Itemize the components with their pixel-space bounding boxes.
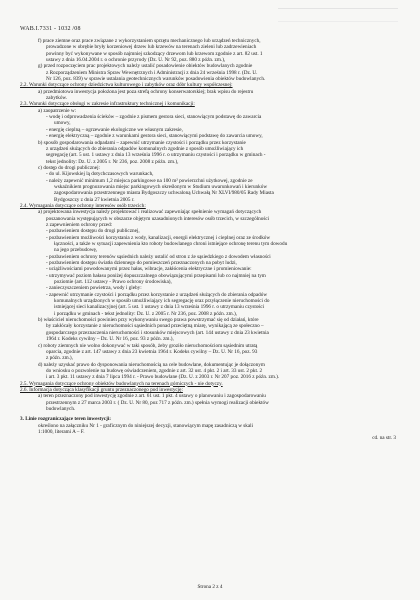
text-line: by zakłócały korzystanie z nieruchomości sąsiednich ponad przeciętną miarę, wynikającą ze społeczno – [46, 323, 264, 330]
faded-stamp [278, 8, 398, 22]
text-line: przestrzennym z 27 marca 2003 r. ( Dz. U. Nr 80, poz 717 z późn. zm.) spełnia wymogi realizacji obiektów [46, 399, 269, 406]
text-line: b) sposób gospodarowania odpadami – zapewnić utrzymanie czystości i porządku przez korzystanie [38, 139, 246, 146]
text-line: i art. 3 pkt. 11 ustawy z dnia 7 lipca 1994 r. - Prawo budowlane (Dz. U. z 2003 r. Nr 207 poz. 2016 z późn. zm.). [46, 374, 280, 381]
text-line: - pozbawieniem dostępu światła dziennego do pomieszczeń przeznaczonych na pobyt ludzi, [46, 260, 237, 267]
text-line: określono na załączniku Nr 1 - graficznym do niniejszej decyzji, stanowiącym mapę zasadniczą w skali [38, 422, 254, 429]
text-line: oparcia, zgodnie z art. 147 ustawy z dnia 23 kwietnia 1964 r. Kodeks cywilny – Dz. U. Nr 16, poz. 93 [46, 348, 258, 355]
document-body [20, 38, 406, 435]
document-reference: WAB.I.7331 - 1032 /08 [20, 26, 81, 32]
text-line: - energię elektryczną – zgodnie z warunkami gestora sieci, stanowiącymi podstawę do zawarcia umowy, [46, 133, 263, 140]
text-line: a) przedmiotowa inwestycja położona jest poza strefą ochrony konserwatorskiej; brak wpisu do rejestru [38, 88, 254, 95]
text-line: b) właściciel nieruchomości powinien przy wykonywaniu swego prawa powstrzymać się od działań, które [38, 317, 259, 324]
text-line: - wodę i odprowadzenia ścieków – zgodnie z pismem gestora sieci, stanowiącym podstawę do zawarcia [46, 114, 262, 121]
text-line: do wniosku o pozwolenie na budowę oświadczeniem, zgodnie z art. 32 ust. 4 pkt. 2 i art. 33 ust. 2 pkt. 2 [46, 367, 263, 374]
text-line: z późn. zm.), [46, 355, 73, 362]
text-line: zagospodarowania przestrzennego miasta Bydgoszczy uchwaloną Uchwałą Nr XLVI/980/05 Rady Miasta [54, 190, 274, 197]
text-line: - należy zapewnić minimum 1,2 miejsca parkingowe na 100 m² powierzchni użytkowej, zgodnie ze [46, 177, 253, 184]
text-line: 2.5. Wymagania dotyczące ochrony obiektów budowlanych na terenach górniczych - nie dotyczy. [20, 380, 223, 387]
text-line: z Rozporządzeniem Ministra Spraw Wewnętrznych i Administracji z dnia 24 września 1998 r. (Dz. U. [46, 69, 258, 76]
text-line: 3. Linie rozgraniczające teren inwestycji: [20, 416, 111, 423]
text-line: - pozbawieniem możliwości korzystania z wody, kanalizacji, energii elektrycznej i cieplnej oraz ze środków [46, 234, 271, 241]
text-line: łączności, a także w sytuacji zapewnienia kto roboty budowlanego chroni istniejące ochronę terenu tym dowodu [54, 241, 288, 247]
text-line: istniejącej sieci kanalizacyjnej (art. 5 ust. 1 ustawy z dnia 13 września 1996 r. o utrzymaniu czystości [54, 304, 265, 311]
text-line: 1964 r. Kodeks cywilny – Dz. U. Nr 16, poz. 93 z późn. zm.), [46, 336, 174, 343]
text-line: poziomie (art. 112 ustawy - Prawo ochrony środowiska), [54, 279, 172, 286]
text-line: 2.4. Wymagania dotyczące ochrony interesów osób trzecich: [20, 202, 146, 209]
text-line: - zapewnić utrzymanie czystości i porządku przez korzystanie z urządzeń służących do zbierania odpadów [46, 291, 268, 298]
text-line: - zanieczyszczeniem powietrza, wody i gleby: [46, 285, 142, 292]
text-line: budowlanych. [46, 405, 76, 412]
text-line: z zapewnieniem ochrony przed: [46, 221, 113, 228]
text-line: a) teren przeznaczony pod inwestycję zgodnie z art. 61 ust. 1 pkt. 4 ustawy o planowaniu i zagospodarowaniu [38, 393, 266, 400]
text-line: wskaźnikiem prognozowania miejsc parkingowych określonym w Studium uwarunkowań i kierunków [54, 183, 268, 190]
text-line: - pozbawieniem dostępu do drogi publicznej, [46, 228, 140, 235]
text-line: prowadzone w obrębie bryły korzeniowej drzew lub krzewów na terenach zieleni lub zadrzewieniach [46, 44, 257, 51]
text-line: a) zaopatrzenie w: [38, 107, 77, 114]
text-line: - utrzymywać poziom hałasu poniżej dopuszczalnego obowiązującymi przepisami lub co najmniej na tym [46, 272, 266, 279]
text-line: ustawy z dnia 16.04.2004 r. o ochronie przyrody (Dz. U. Nr 92, poz. 880 z późn. zm.), [46, 57, 226, 64]
text-line: g) przed rozpoczęciem prac projektowych należy ustalić posadowienie obiektów budowlanych zgodnie [38, 63, 253, 70]
text-line: c) roboty ziemnych nie wolno dokonywać w taki sposób, żeby groziło nieruchomościom sąsiednim utratą [38, 342, 258, 349]
text-line: 2.6. Informacja dotycząca klasyfikacji gruntu przeznaczonego pod inwestycję: [20, 386, 183, 393]
text-line: powinny być wykonywane w sposób najmniej szkodzący drzewom lub krzewom zgodnie z art. 82 ust. 1 [46, 50, 263, 57]
continued-note: cd. na str. 3 [372, 435, 396, 442]
text-line: zabytków. [46, 95, 68, 102]
text-line: - energię cieplną – ogrzewanie ekologiczne we własnym zakresie, [46, 126, 183, 133]
text-line: umowy, [54, 120, 71, 127]
text-line: 2.3. Warunki dotyczące obsługi w zakresie infrastruktury technicznej i komunikacji: [20, 101, 195, 108]
text-line: - uciążliwościami powodowanymi przez hałas, wibracje, zakłócenia elektryczne i promieniowanie: [46, 266, 252, 273]
text-line: tekst jednolity: Dz. U. z 2005 r. Nr 236, poz. 2008 z późn. zm.), [46, 158, 179, 165]
text-line: c) dostęp do drogi publicznej: [38, 164, 100, 171]
text-line: poszanowania występujących w obszarze objętym uzasadnionych interesów osób trzecich, w szczególności [46, 215, 270, 222]
text-line: komunalnych urządzonych w sposób umożliwiający ich segregację oraz przyłączenie nieruchomości do [54, 298, 270, 305]
text-line: a) projektowana inwestycja należy projektować i realizować zapewniając spełnienie wymagań dotyczących [38, 209, 262, 216]
text-line: segregację (art. 5 ust. 1 ustawy z dnia 13 września 1996 r. o utrzymaniu czystości i porządku w gminach - [46, 152, 266, 159]
text-line: - pozbawieniem ochrony terenów sąsiednich należy ustalić od stron z że sąsiedzkiego z dowodem własności [46, 253, 271, 260]
text-line: 1:1000, literami A – F. [38, 428, 85, 435]
text-line: d) należy uzyskać prawo do dysponowania nieruchomością na cele budowlane, dokumentując je dołączonym [38, 361, 265, 368]
text-line: Bydgoszczy z dnia 27 kwietnia 2005 r. [54, 196, 135, 203]
text-line: z urządzeń służących do zbierania odpadów komunalnych zgodnie z sposób umożliwiający ich [46, 145, 244, 152]
text-line: na jego przebudowę, [54, 247, 98, 254]
text-line: 2.2. Warunki dotyczące ochrony dziedzictwa kulturowego i zabytków oraz dóbr kultury współczesnej: [20, 82, 233, 89]
page-number: Strona 2 z 4 [197, 584, 223, 590]
text-line: - do ul. Kijowskiej lą dotychczasowych warunkach, [46, 171, 154, 178]
text-line: Nr 126, poz. 839) w sprawie ustalania geotechnicznych warunków posadowienia obiektów budowlanych. [46, 76, 266, 83]
text-line: f) prace ziemne oraz prace związane z wykorzystaniem sprzętu mechanicznego lub urządzeń technicznych, [38, 38, 261, 44]
text-line: i porządku w gminach - tekst jednolity: Dz. U. z 2005 r. Nr 236, poz. 2008 z późn. zm.), [54, 310, 237, 317]
text-line: gospodarczego przeznaczenia nieruchomości i stosunków miejscowych (art. 144 ustawy z dnia 23 kwietnia [46, 329, 269, 336]
